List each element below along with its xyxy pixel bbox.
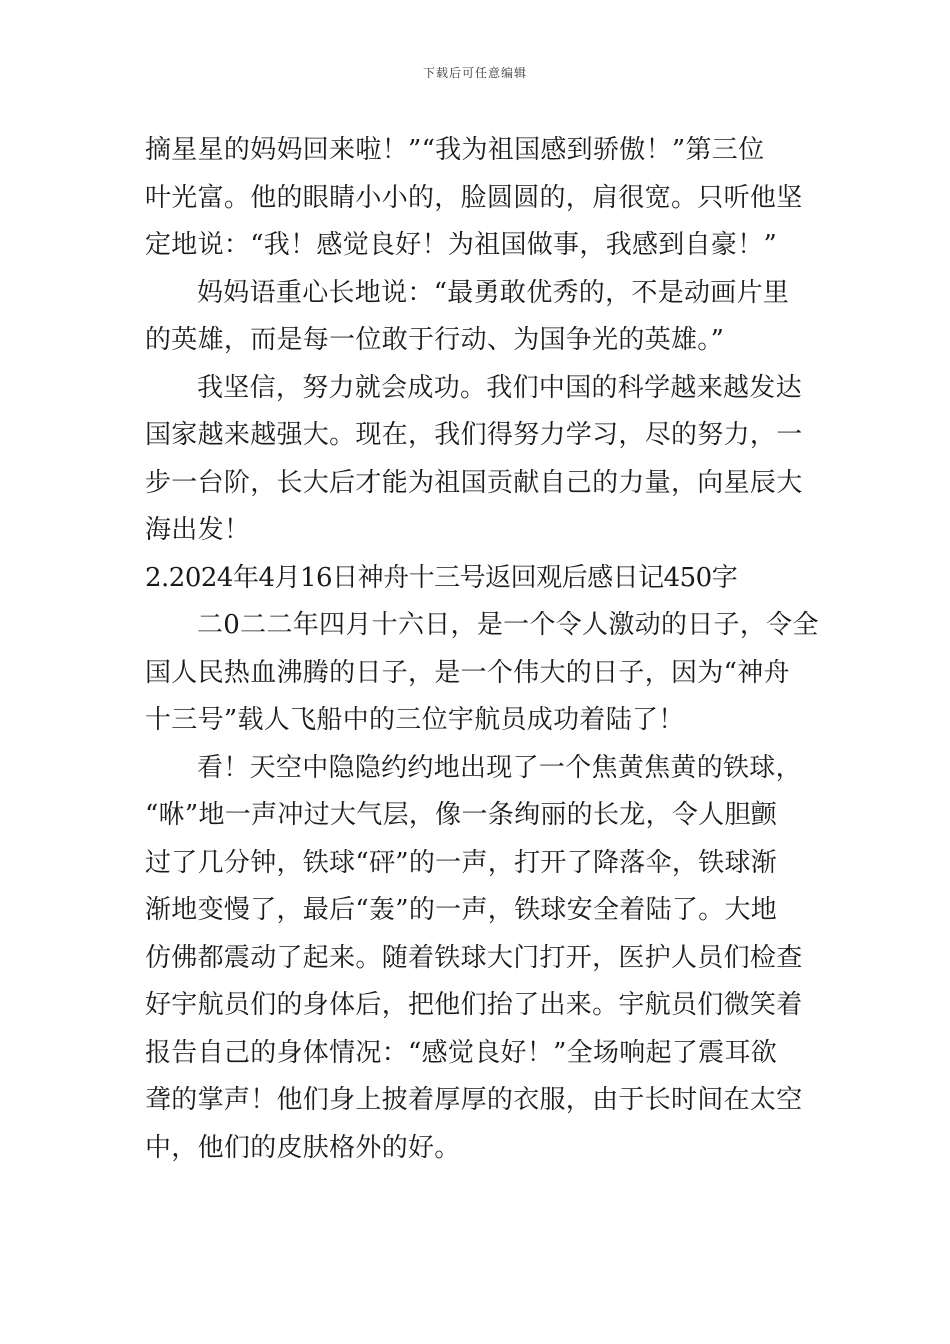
paragraph (145, 745, 810, 1173)
paragraph (145, 365, 810, 555)
text-line: 海出发！ (145, 515, 251, 545)
paragraph (145, 127, 810, 270)
text-line: 妈妈语重心长地说：“最勇敢优秀的，不是动画片里 (197, 277, 790, 308)
text-line: 摘星星的妈妈回来啦！”“我为祖国感到骄傲！”第三位 (145, 135, 765, 165)
text-line: 渐地变慢了，最后“轰”的一声，铁球安全着陆了。大地 (145, 895, 778, 925)
text-line: 十三号”载人飞船中的三位宇航员成功着陆了！ (145, 705, 685, 735)
text-line: 国家越来越强大。现在，我们得努力学习，尽的努力，一 (145, 420, 803, 450)
section-heading (145, 555, 810, 603)
text-line: 中，他们的皮肤格外的好。 (145, 1132, 461, 1163)
text-line: 二0二二年四月十六日，是一个令人激动的日子，令全 (197, 610, 819, 640)
text-line: 报告自己的身体情况：“感觉良好！”全场响起了震耳欲 (145, 1037, 778, 1068)
page-header: 下载后可任意编辑 (422, 66, 527, 80)
text-line: 仿佛都震动了起来。随着铁球大门打开，医护人员们检查 (145, 942, 803, 973)
text-line: 的英雄，而是每一位敢于行动、为国争光的英雄。” (145, 325, 725, 355)
text-line: 聋的掌声！他们身上披着厚厚的衣服，由于长时间在太空 (145, 1085, 803, 1115)
text-line: 叶光富。他的眼睛小小的，脸圆圆的，肩很宽。只听他坚 (145, 182, 803, 213)
document-body (145, 127, 819, 1172)
text-line: 国人民热血沸腾的日子，是一个伟大的日子，因为“神舟 (145, 657, 790, 688)
text-line: “咻”地一声冲过大气层，像一条绚丽的长龙，令人胆颤 (145, 800, 778, 830)
paragraph (145, 270, 810, 365)
text-line: 定地说：“我！感觉良好！为祖国做事，我感到自豪！” (145, 230, 778, 260)
text-line: 过了几分钟，铁球“砰”的一声，打开了降落伞，铁球渐 (145, 847, 778, 878)
heading-text: 2.2024年4月16日神舟十三号返回观后感日记450字 (145, 562, 738, 593)
paragraph (145, 602, 819, 745)
text-line: 我坚信，努力就会成功。我们中国的科学越来越发达 (197, 372, 802, 403)
text-line: 看！天空中隐隐约约地出现了一个焦黄焦黄的铁球， (197, 752, 802, 783)
text-line: 好宇航员们的身体后，把他们抬了出来。宇航员们微笑着 (145, 990, 803, 1020)
text-line: 步一台阶，长大后才能为祖国贡献自己的力量，向星辰大 (145, 467, 803, 498)
